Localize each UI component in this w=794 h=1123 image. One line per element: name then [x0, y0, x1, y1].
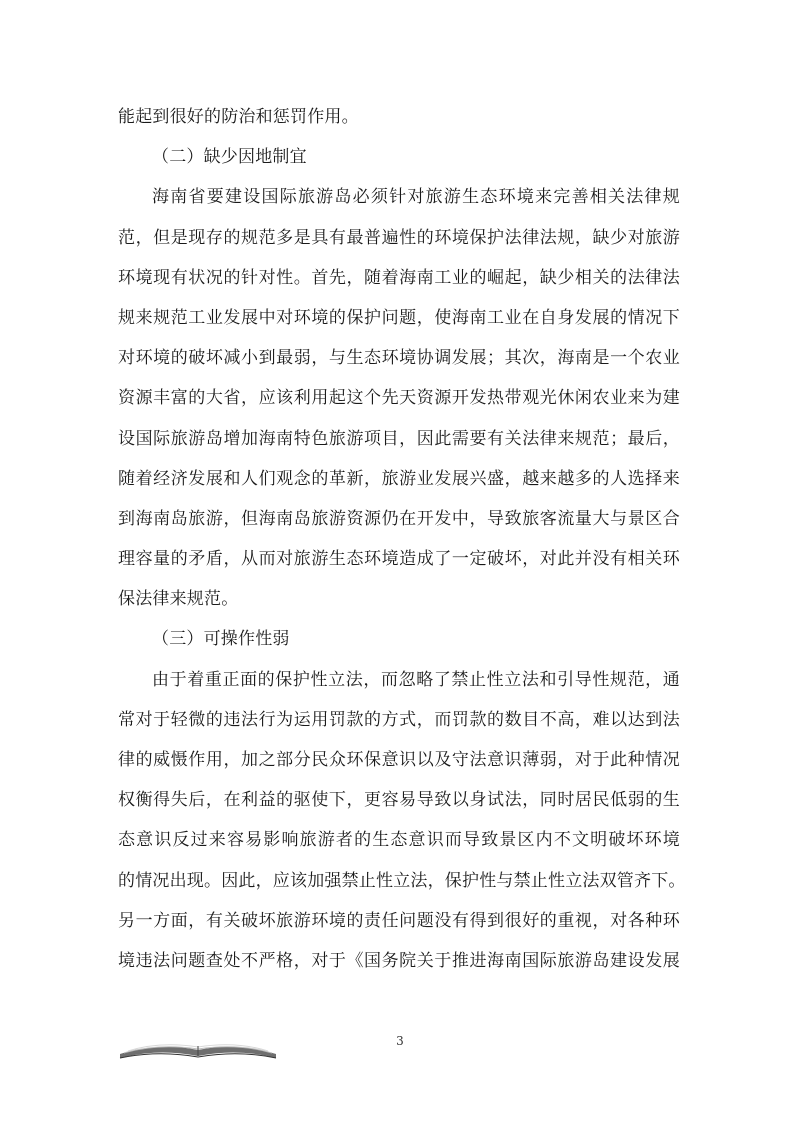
- page-number: 3: [396, 1034, 404, 1048]
- body-text-line: 资源丰富的大省，应该利用起这个先天资源开发热带观光休闲农业来为建: [118, 388, 680, 409]
- document-body: [118, 97, 686, 981]
- body-text-line: 能起到很好的防治和惩罚作用。: [118, 107, 359, 127]
- open-book-icon: [118, 1034, 278, 1060]
- body-text-line: 的情况出现。因此，应该加强禁止性立法，保护性与禁止性立法双管齐下。: [118, 870, 686, 891]
- section-heading: （三）可操作性弱: [152, 629, 290, 650]
- body-text-line: 规来规范工业发展中对环境的保护问题，使海南工业在自身发展的情况下: [118, 307, 680, 328]
- body-text-line: 态意识反过来容易影响旅游者的生态意识而导致景区内不文明破坏环境: [118, 830, 680, 851]
- section-heading: （二）缺少因地制宜: [152, 147, 307, 168]
- body-text-line: 境违法问题查处不严格，对于《国务院关于推进海南国际旅游岛建设发展: [118, 950, 680, 971]
- body-text-line: 由于着重正面的保护性立法，而忽略了禁止性立法和引导性规范，通: [152, 669, 680, 690]
- body-text-line: 环境现有状况的针对性。首先，随着海南工业的崛起，缺少相关的法律法: [118, 267, 680, 288]
- body-text-line: 常对于轻微的违法行为运用罚款的方式，而罚款的数目不高，难以达到法: [118, 709, 680, 730]
- body-text-line: 理容量的矛盾，从而对旅游生态环境造成了一定破坏，对此并没有相关环: [118, 549, 680, 570]
- page-footer: [118, 1034, 680, 1064]
- body-text-line: 保法律来规范。: [118, 589, 239, 610]
- body-text-line: 范，但是现存的规范多是具有最普遍性的环境保护法律法规，缺少对旅游: [118, 227, 680, 248]
- body-text-line: 到海南岛旅游，但海南岛旅游资源仍在开发中，导致旅客流量大与景区合: [118, 508, 680, 529]
- body-text-line: 设国际旅游岛增加海南特色旅游项目，因此需要有关法律来规范；最后，: [118, 428, 680, 449]
- body-text-line: 律的威慑作用，加之部分民众环保意识以及守法意识薄弱，对于此种情况: [118, 750, 680, 770]
- body-text-line: 随着经济发展和人们观念的革新，旅游业发展兴盛，越来越多的人选择来: [118, 468, 680, 489]
- body-text-line: 对环境的破坏减小到最弱，与生态环境协调发展；其次，海南是一个农业: [118, 348, 680, 369]
- body-text-line: 权衡得失后，在利益的驱使下，更容易导致以身试法，同时居民低弱的生: [118, 790, 680, 811]
- body-text-line: 另一方面，有关破坏旅游环境的责任问题没有得到很好的重视，对各种环: [118, 910, 680, 931]
- body-text-line: 海南省要建设国际旅游岛必须针对旅游生态环境来完善相关法律规: [152, 187, 680, 208]
